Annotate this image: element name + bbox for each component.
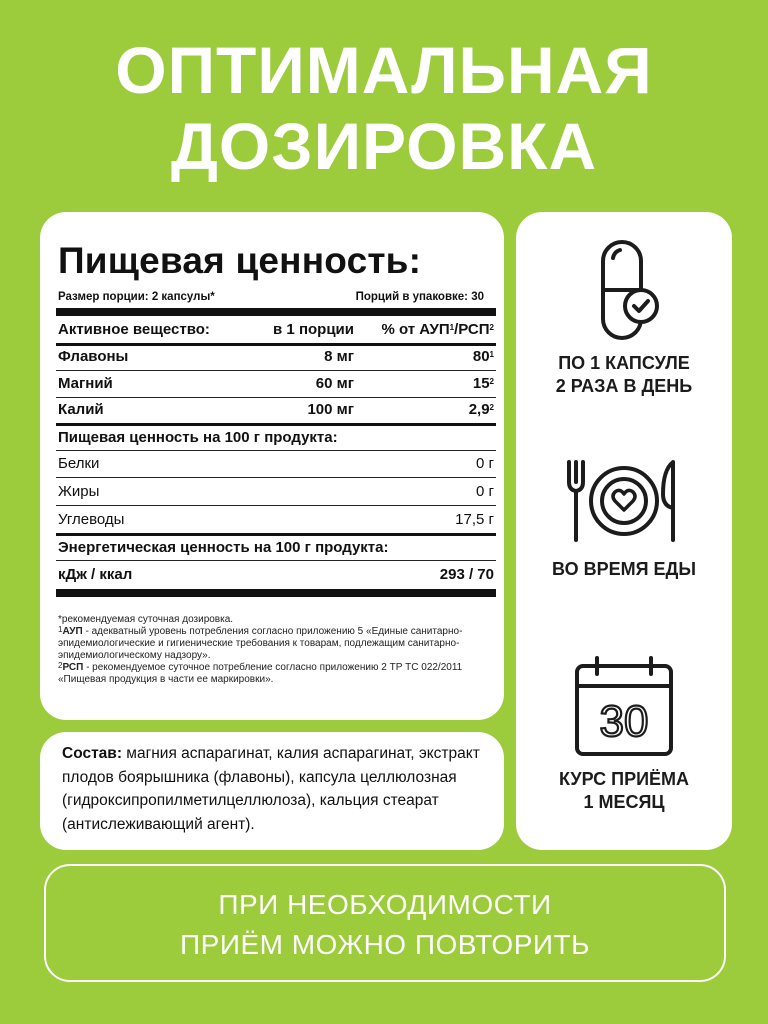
header-col-substance: Активное вещество: [58,321,210,338]
divider-thick [56,589,496,597]
headline [0,32,768,184]
header-col-per-serving: в 1 порции [273,321,354,338]
usage-item-dosage [516,236,732,398]
usage-text: ПО 1 КАПСУЛЕ 2 РАЗА В ДЕНЬ [555,353,693,396]
divider-thick [56,308,496,316]
usage-card [516,212,732,850]
nutrition-facts-card [40,212,504,720]
footnote-dosage: *рекомендуемая суточная дозировка. [58,614,234,625]
servings-per-pack: Порций в упаковке: 30 [355,291,484,303]
usage-item-meal [516,458,732,581]
serving-info [58,291,504,303]
table-row: Жиры 0 г [58,483,494,500]
plate-cutlery-heart-icon [561,458,687,544]
usage-item-course [516,652,732,814]
per100-title: Пищевая ценность на 100 г продукта: [58,429,338,446]
calendar-number: 30 [599,697,649,746]
repeat-course-box [44,864,726,982]
nutrition-title: Пищевая ценность: [58,240,422,281]
energy-row: кДж / ккал 293 / 70 [58,566,494,583]
header-col-percent: % от АУП$^1$/РСП$^2$ [381,321,494,338]
serving-size: Размер порции: 2 капсулы* [58,291,215,303]
composition-text: Состав: магния аспарагинат, калия аспарагинат, экстракт плодов боярышника (флавоны), капсула целлюлозная (гидроксипропилметилцеллюлоза), кальция стеарат (антислеживающий агент). [62,745,480,833]
table-row: Белки 0 г [58,455,494,472]
energy-title: Энергетическая ценность на 100 г продукта: [58,539,389,556]
footnote-rsp: $^2$РСП - рекомендуемое суточное потребление согласно приложению 2 ТР ТС 022/2011 «Пищевая продукция в части ее маркировки». [58,661,463,685]
composition-card [40,732,504,850]
table-row: Флавоны 8 мг $80^1$ [58,348,494,365]
headline-line-2: ДОЗИРОВКА [170,109,598,183]
headline-line-1: ОПТИМАЛЬНАЯ [115,33,653,107]
usage-text: ВО ВРЕМЯ ЕДЫ [552,559,696,579]
bottom-line-2: ПРИЁМ МОЖНО ПОВТОРИТЬ [180,929,590,960]
table-row: Магний 60 мг $15^2$ [58,375,494,392]
active-header-row [58,316,494,343]
table-row: Калий 100 мг $2,9^2$ [58,401,494,418]
table-row: Углеводы 17,5 г [58,511,494,528]
calendar-icon [569,652,679,762]
footnote-aup: $^1$АУП - адекватный уровень потребления согласно приложению 5 «Единые санитарно-эпидемиологические и гигиенические требования к товарам, подлежащим санитарно-эпидемиологическому надзору». [58,625,463,661]
capsule-check-icon [579,236,669,346]
footnotes [58,614,498,686]
usage-text: КУРС ПРИЁМА 1 МЕСЯЦ [558,769,690,812]
composition-label: Состав: [62,745,122,762]
bottom-line-1: ПРИ НЕОБХОДИМОСТИ [218,889,552,920]
